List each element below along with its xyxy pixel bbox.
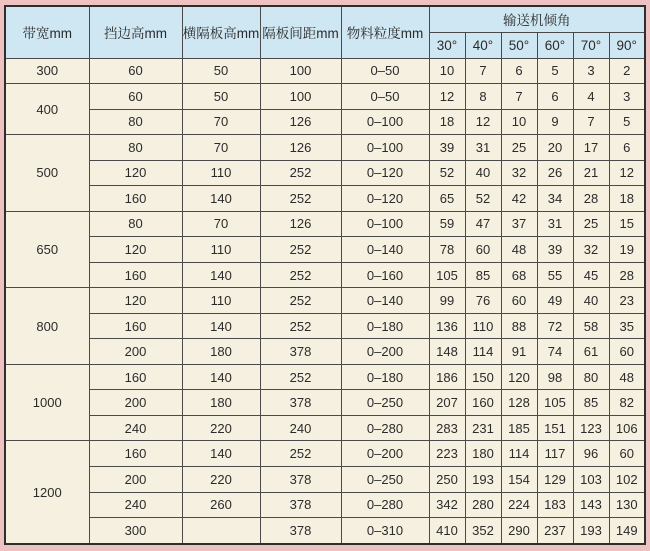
partition-height-cell: 70: [182, 211, 260, 237]
side-height-cell: 300: [89, 518, 182, 544]
side-height-cell: 60: [89, 84, 182, 110]
partition-height-cell: 50: [182, 58, 260, 84]
col-header-partition-spacing: 隔板间距mm: [260, 6, 341, 58]
capacity-cell-30: 223: [429, 441, 465, 467]
capacity-cell-40: 12: [465, 109, 501, 135]
capacity-cell-30: 78: [429, 237, 465, 263]
granularity-cell: 0–160: [341, 262, 429, 288]
granularity-cell: 0–180: [341, 364, 429, 390]
table-row: [5, 415, 645, 441]
side-height-cell: 60: [89, 58, 182, 84]
table-row: [5, 109, 645, 135]
table-row: [5, 211, 645, 237]
partition-spacing-cell: 252: [260, 186, 341, 212]
side-height-cell: 160: [89, 186, 182, 212]
table-row: [5, 467, 645, 493]
capacity-cell-70: 28: [573, 186, 609, 212]
partition-spacing-cell: 378: [260, 467, 341, 493]
band-width-cell: 800: [5, 288, 89, 365]
capacity-cell-70: 25: [573, 211, 609, 237]
capacity-cell-50: 224: [501, 492, 537, 518]
capacity-cell-30: 99: [429, 288, 465, 314]
capacity-cell-90: 12: [609, 160, 645, 186]
capacity-cell-30: 59: [429, 211, 465, 237]
capacity-cell-70: 32: [573, 237, 609, 263]
partition-height-cell: 50: [182, 84, 260, 110]
capacity-cell-90: 149: [609, 518, 645, 544]
capacity-cell-50: 42: [501, 186, 537, 212]
granularity-cell: 0–140: [341, 288, 429, 314]
side-height-cell: 160: [89, 441, 182, 467]
capacity-cell-90: 60: [609, 339, 645, 365]
granularity-cell: 0–50: [341, 84, 429, 110]
header-row-main: [5, 6, 645, 32]
granularity-cell: 0–140: [341, 237, 429, 263]
band-width-cell: 500: [5, 135, 89, 212]
capacity-cell-90: 60: [609, 441, 645, 467]
granularity-cell: 0–200: [341, 441, 429, 467]
capacity-cell-40: 40: [465, 160, 501, 186]
granularity-cell: 0–250: [341, 390, 429, 416]
col-header-granularity: 物料粒度mm: [341, 6, 429, 58]
band-width-cell: 400: [5, 84, 89, 135]
capacity-cell-50: 290: [501, 518, 537, 544]
spec-table-frame: [4, 5, 646, 545]
granularity-cell: 0–120: [341, 160, 429, 186]
table-row: [5, 313, 645, 339]
capacity-cell-50: 6: [501, 58, 537, 84]
capacity-cell-70: 143: [573, 492, 609, 518]
partition-spacing-cell: 240: [260, 415, 341, 441]
partition-spacing-cell: 378: [260, 518, 341, 544]
capacity-cell-40: 352: [465, 518, 501, 544]
capacity-cell-50: 7: [501, 84, 537, 110]
granularity-cell: 0–200: [341, 339, 429, 365]
partition-height-cell: 70: [182, 135, 260, 161]
capacity-cell-50: 10: [501, 109, 537, 135]
capacity-cell-50: 120: [501, 364, 537, 390]
partition-spacing-cell: 126: [260, 211, 341, 237]
capacity-cell-50: 25: [501, 135, 537, 161]
granularity-cell: 0–100: [341, 211, 429, 237]
capacity-cell-40: 231: [465, 415, 501, 441]
partition-height-cell: 220: [182, 415, 260, 441]
capacity-cell-60: 105: [537, 390, 573, 416]
granularity-cell: 0–100: [341, 109, 429, 135]
capacity-cell-90: 102: [609, 467, 645, 493]
capacity-cell-40: 8: [465, 84, 501, 110]
capacity-cell-60: 39: [537, 237, 573, 263]
capacity-cell-30: 186: [429, 364, 465, 390]
partition-height-cell: 260: [182, 492, 260, 518]
capacity-cell-90: 82: [609, 390, 645, 416]
partition-height-cell: 140: [182, 262, 260, 288]
table-row: [5, 135, 645, 161]
capacity-cell-40: 180: [465, 441, 501, 467]
capacity-cell-60: 117: [537, 441, 573, 467]
capacity-cell-50: 91: [501, 339, 537, 365]
capacity-cell-50: 60: [501, 288, 537, 314]
capacity-cell-30: 65: [429, 186, 465, 212]
capacity-cell-90: 15: [609, 211, 645, 237]
partition-spacing-cell: 252: [260, 237, 341, 263]
capacity-cell-60: 34: [537, 186, 573, 212]
capacity-cell-30: 136: [429, 313, 465, 339]
capacity-cell-70: 7: [573, 109, 609, 135]
col-header-incline-angle: 输送机倾角: [429, 6, 645, 32]
col-header-angle-70: 70°: [573, 32, 609, 58]
granularity-cell: 0–50: [341, 58, 429, 84]
partition-spacing-cell: 378: [260, 339, 341, 365]
capacity-cell-50: 32: [501, 160, 537, 186]
capacity-cell-40: 31: [465, 135, 501, 161]
capacity-cell-30: 12: [429, 84, 465, 110]
capacity-cell-30: 342: [429, 492, 465, 518]
capacity-cell-70: 85: [573, 390, 609, 416]
partition-height-cell: 140: [182, 441, 260, 467]
capacity-cell-70: 58: [573, 313, 609, 339]
partition-height-cell: 220: [182, 467, 260, 493]
table-row: [5, 186, 645, 212]
capacity-cell-70: 193: [573, 518, 609, 544]
capacity-cell-70: 17: [573, 135, 609, 161]
table-row: [5, 364, 645, 390]
capacity-cell-90: 3: [609, 84, 645, 110]
side-height-cell: 200: [89, 339, 182, 365]
partition-spacing-cell: 252: [260, 441, 341, 467]
capacity-cell-60: 74: [537, 339, 573, 365]
capacity-cell-90: 35: [609, 313, 645, 339]
capacity-cell-40: 150: [465, 364, 501, 390]
side-height-cell: 80: [89, 135, 182, 161]
capacity-cell-50: 114: [501, 441, 537, 467]
partition-spacing-cell: 126: [260, 109, 341, 135]
capacity-cell-30: 39: [429, 135, 465, 161]
table-header: [5, 6, 645, 58]
capacity-cell-60: 72: [537, 313, 573, 339]
capacity-cell-40: 60: [465, 237, 501, 263]
side-height-cell: 200: [89, 467, 182, 493]
capacity-cell-30: 207: [429, 390, 465, 416]
capacity-cell-60: 151: [537, 415, 573, 441]
capacity-cell-60: 55: [537, 262, 573, 288]
partition-height-cell: 110: [182, 160, 260, 186]
band-width-cell: 300: [5, 58, 89, 84]
capacity-cell-60: 98: [537, 364, 573, 390]
partition-height-cell: 180: [182, 390, 260, 416]
partition-height-cell: [182, 518, 260, 544]
side-height-cell: 80: [89, 109, 182, 135]
capacity-cell-50: 88: [501, 313, 537, 339]
capacity-cell-40: 160: [465, 390, 501, 416]
capacity-cell-70: 61: [573, 339, 609, 365]
capacity-cell-60: 183: [537, 492, 573, 518]
table-row: [5, 390, 645, 416]
capacity-cell-40: 114: [465, 339, 501, 365]
capacity-cell-40: 7: [465, 58, 501, 84]
capacity-cell-30: 18: [429, 109, 465, 135]
partition-spacing-cell: 378: [260, 492, 341, 518]
col-header-angle-30: 30°: [429, 32, 465, 58]
capacity-cell-60: 129: [537, 467, 573, 493]
partition-spacing-cell: 100: [260, 84, 341, 110]
capacity-cell-60: 26: [537, 160, 573, 186]
capacity-cell-90: 130: [609, 492, 645, 518]
side-height-cell: 160: [89, 313, 182, 339]
capacity-cell-50: 154: [501, 467, 537, 493]
capacity-cell-30: 105: [429, 262, 465, 288]
capacity-cell-70: 40: [573, 288, 609, 314]
capacity-cell-50: 68: [501, 262, 537, 288]
capacity-cell-70: 3: [573, 58, 609, 84]
side-height-cell: 80: [89, 211, 182, 237]
side-height-cell: 240: [89, 415, 182, 441]
granularity-cell: 0–280: [341, 415, 429, 441]
capacity-cell-30: 410: [429, 518, 465, 544]
partition-spacing-cell: 100: [260, 58, 341, 84]
table-row: [5, 339, 645, 365]
capacity-cell-50: 128: [501, 390, 537, 416]
conveyor-spec-table: [4, 5, 646, 545]
col-header-band-width: 带宽mm: [5, 6, 89, 58]
capacity-cell-40: 47: [465, 211, 501, 237]
table-row: [5, 518, 645, 544]
side-height-cell: 240: [89, 492, 182, 518]
table-row: [5, 237, 645, 263]
side-height-cell: 120: [89, 160, 182, 186]
side-height-cell: 120: [89, 288, 182, 314]
capacity-cell-90: 2: [609, 58, 645, 84]
granularity-cell: 0–250: [341, 467, 429, 493]
capacity-cell-60: 49: [537, 288, 573, 314]
capacity-cell-40: 85: [465, 262, 501, 288]
capacity-cell-60: 20: [537, 135, 573, 161]
capacity-cell-60: 237: [537, 518, 573, 544]
partition-height-cell: 180: [182, 339, 260, 365]
table-row: [5, 262, 645, 288]
capacity-cell-90: 28: [609, 262, 645, 288]
side-height-cell: 120: [89, 237, 182, 263]
table-row: [5, 288, 645, 314]
capacity-cell-50: 48: [501, 237, 537, 263]
col-header-side-height: 挡边高mm: [89, 6, 182, 58]
granularity-cell: 0–100: [341, 135, 429, 161]
granularity-cell: 0–180: [341, 313, 429, 339]
partition-spacing-cell: 252: [260, 364, 341, 390]
col-header-angle-50: 50°: [501, 32, 537, 58]
capacity-cell-70: 103: [573, 467, 609, 493]
capacity-cell-30: 10: [429, 58, 465, 84]
table-row: [5, 160, 645, 186]
partition-spacing-cell: 252: [260, 288, 341, 314]
capacity-cell-90: 19: [609, 237, 645, 263]
granularity-cell: 0–310: [341, 518, 429, 544]
capacity-cell-90: 23: [609, 288, 645, 314]
partition-spacing-cell: 252: [260, 160, 341, 186]
capacity-cell-60: 31: [537, 211, 573, 237]
capacity-cell-70: 45: [573, 262, 609, 288]
capacity-cell-90: 106: [609, 415, 645, 441]
capacity-cell-60: 6: [537, 84, 573, 110]
col-header-angle-60: 60°: [537, 32, 573, 58]
capacity-cell-60: 9: [537, 109, 573, 135]
capacity-cell-70: 21: [573, 160, 609, 186]
capacity-cell-90: 48: [609, 364, 645, 390]
partition-spacing-cell: 252: [260, 313, 341, 339]
capacity-cell-70: 123: [573, 415, 609, 441]
partition-height-cell: 140: [182, 313, 260, 339]
granularity-cell: 0–120: [341, 186, 429, 212]
table-row: [5, 58, 645, 84]
capacity-cell-40: 280: [465, 492, 501, 518]
col-header-angle-90: 90°: [609, 32, 645, 58]
capacity-cell-30: 250: [429, 467, 465, 493]
side-height-cell: 160: [89, 262, 182, 288]
capacity-cell-70: 80: [573, 364, 609, 390]
capacity-cell-30: 148: [429, 339, 465, 365]
partition-height-cell: 110: [182, 237, 260, 263]
band-width-cell: 1000: [5, 364, 89, 441]
partition-height-cell: 140: [182, 186, 260, 212]
capacity-cell-70: 4: [573, 84, 609, 110]
capacity-cell-30: 283: [429, 415, 465, 441]
capacity-cell-90: 6: [609, 135, 645, 161]
capacity-cell-60: 5: [537, 58, 573, 84]
partition-spacing-cell: 126: [260, 135, 341, 161]
capacity-cell-30: 52: [429, 160, 465, 186]
side-height-cell: 200: [89, 390, 182, 416]
capacity-cell-90: 18: [609, 186, 645, 212]
partition-height-cell: 140: [182, 364, 260, 390]
capacity-cell-70: 96: [573, 441, 609, 467]
capacity-cell-50: 185: [501, 415, 537, 441]
table-row: [5, 441, 645, 467]
capacity-cell-90: 5: [609, 109, 645, 135]
partition-height-cell: 110: [182, 288, 260, 314]
band-width-cell: 650: [5, 211, 89, 288]
col-header-partition-height: 横隔板高mm: [182, 6, 260, 58]
capacity-cell-40: 110: [465, 313, 501, 339]
capacity-cell-40: 193: [465, 467, 501, 493]
capacity-cell-40: 76: [465, 288, 501, 314]
col-header-angle-40: 40°: [465, 32, 501, 58]
granularity-cell: 0–280: [341, 492, 429, 518]
side-height-cell: 160: [89, 364, 182, 390]
partition-spacing-cell: 252: [260, 262, 341, 288]
band-width-cell: 1200: [5, 441, 89, 544]
table-body: [5, 58, 645, 544]
capacity-cell-40: 52: [465, 186, 501, 212]
capacity-cell-50: 37: [501, 211, 537, 237]
partition-spacing-cell: 378: [260, 390, 341, 416]
table-row: [5, 492, 645, 518]
table-row: [5, 84, 645, 110]
partition-height-cell: 70: [182, 109, 260, 135]
